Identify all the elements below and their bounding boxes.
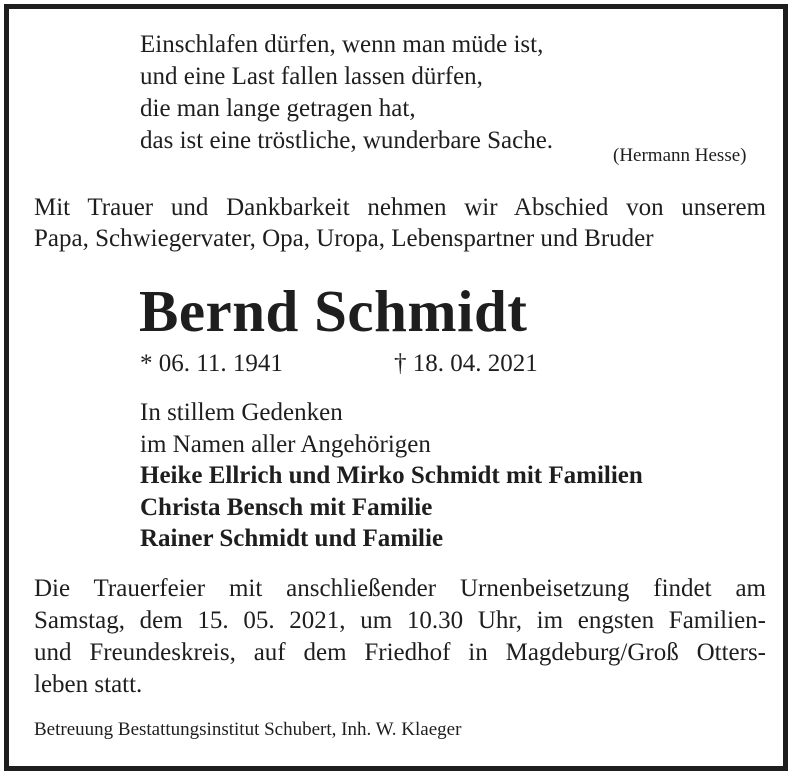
poem-line: die man lange getragen hat,	[140, 95, 416, 122]
mourner-family: Rainer Schmidt und Familie	[140, 525, 444, 552]
intro-line: Mit Trauer und Dankbarkeit nehmen wir Abschied von unserem	[34, 194, 766, 221]
mourners-line: In stillem Gedenken	[140, 399, 343, 426]
funeral-info	[34, 573, 766, 701]
intro-text	[34, 192, 766, 254]
poem-line: das ist eine tröstliche, wunderbare Sache.	[140, 127, 554, 154]
deceased-name: Bernd Schmidt	[139, 278, 528, 344]
mourners-line: im Namen aller Angehörigen	[140, 430, 431, 458]
funeral-line: leben statt.	[34, 671, 143, 698]
poem-line: Einschlafen dürfen, wenn man müde ist,	[140, 31, 544, 58]
death-date: † 18. 04. 2021	[394, 350, 538, 377]
funeral-line: und Freundeskreis, auf dem Friedhof in Magdeburg/Groß Otters-	[34, 639, 766, 666]
mourners-block	[140, 397, 643, 555]
birth-date: * 06. 11. 1941	[140, 350, 283, 377]
funeral-home-credit: Betreuung Bestattungsinstitut Schubert, Inh. W. Klaeger	[34, 719, 462, 740]
funeral-line: Die Trauerfeier mit anschließender Urnenbeisetzung findet am	[34, 575, 766, 602]
poem-attribution: (Hermann Hesse)	[613, 145, 747, 166]
funeral-line: Samstag, dem 15. 05. 2021, um 10.30 Uhr, im engsten Familien-	[34, 607, 766, 634]
mourner-family: Christa Bensch mit Familie	[140, 493, 433, 521]
mourner-family: Heike Ellrich und Mirko Schmidt mit Familien	[140, 462, 643, 489]
poem-line: und eine Last fallen lassen dürfen,	[140, 63, 483, 90]
intro-line: Papa, Schwiegervater, Opa, Uropa, Lebenspartner und Bruder	[34, 225, 654, 252]
poem	[140, 29, 553, 157]
